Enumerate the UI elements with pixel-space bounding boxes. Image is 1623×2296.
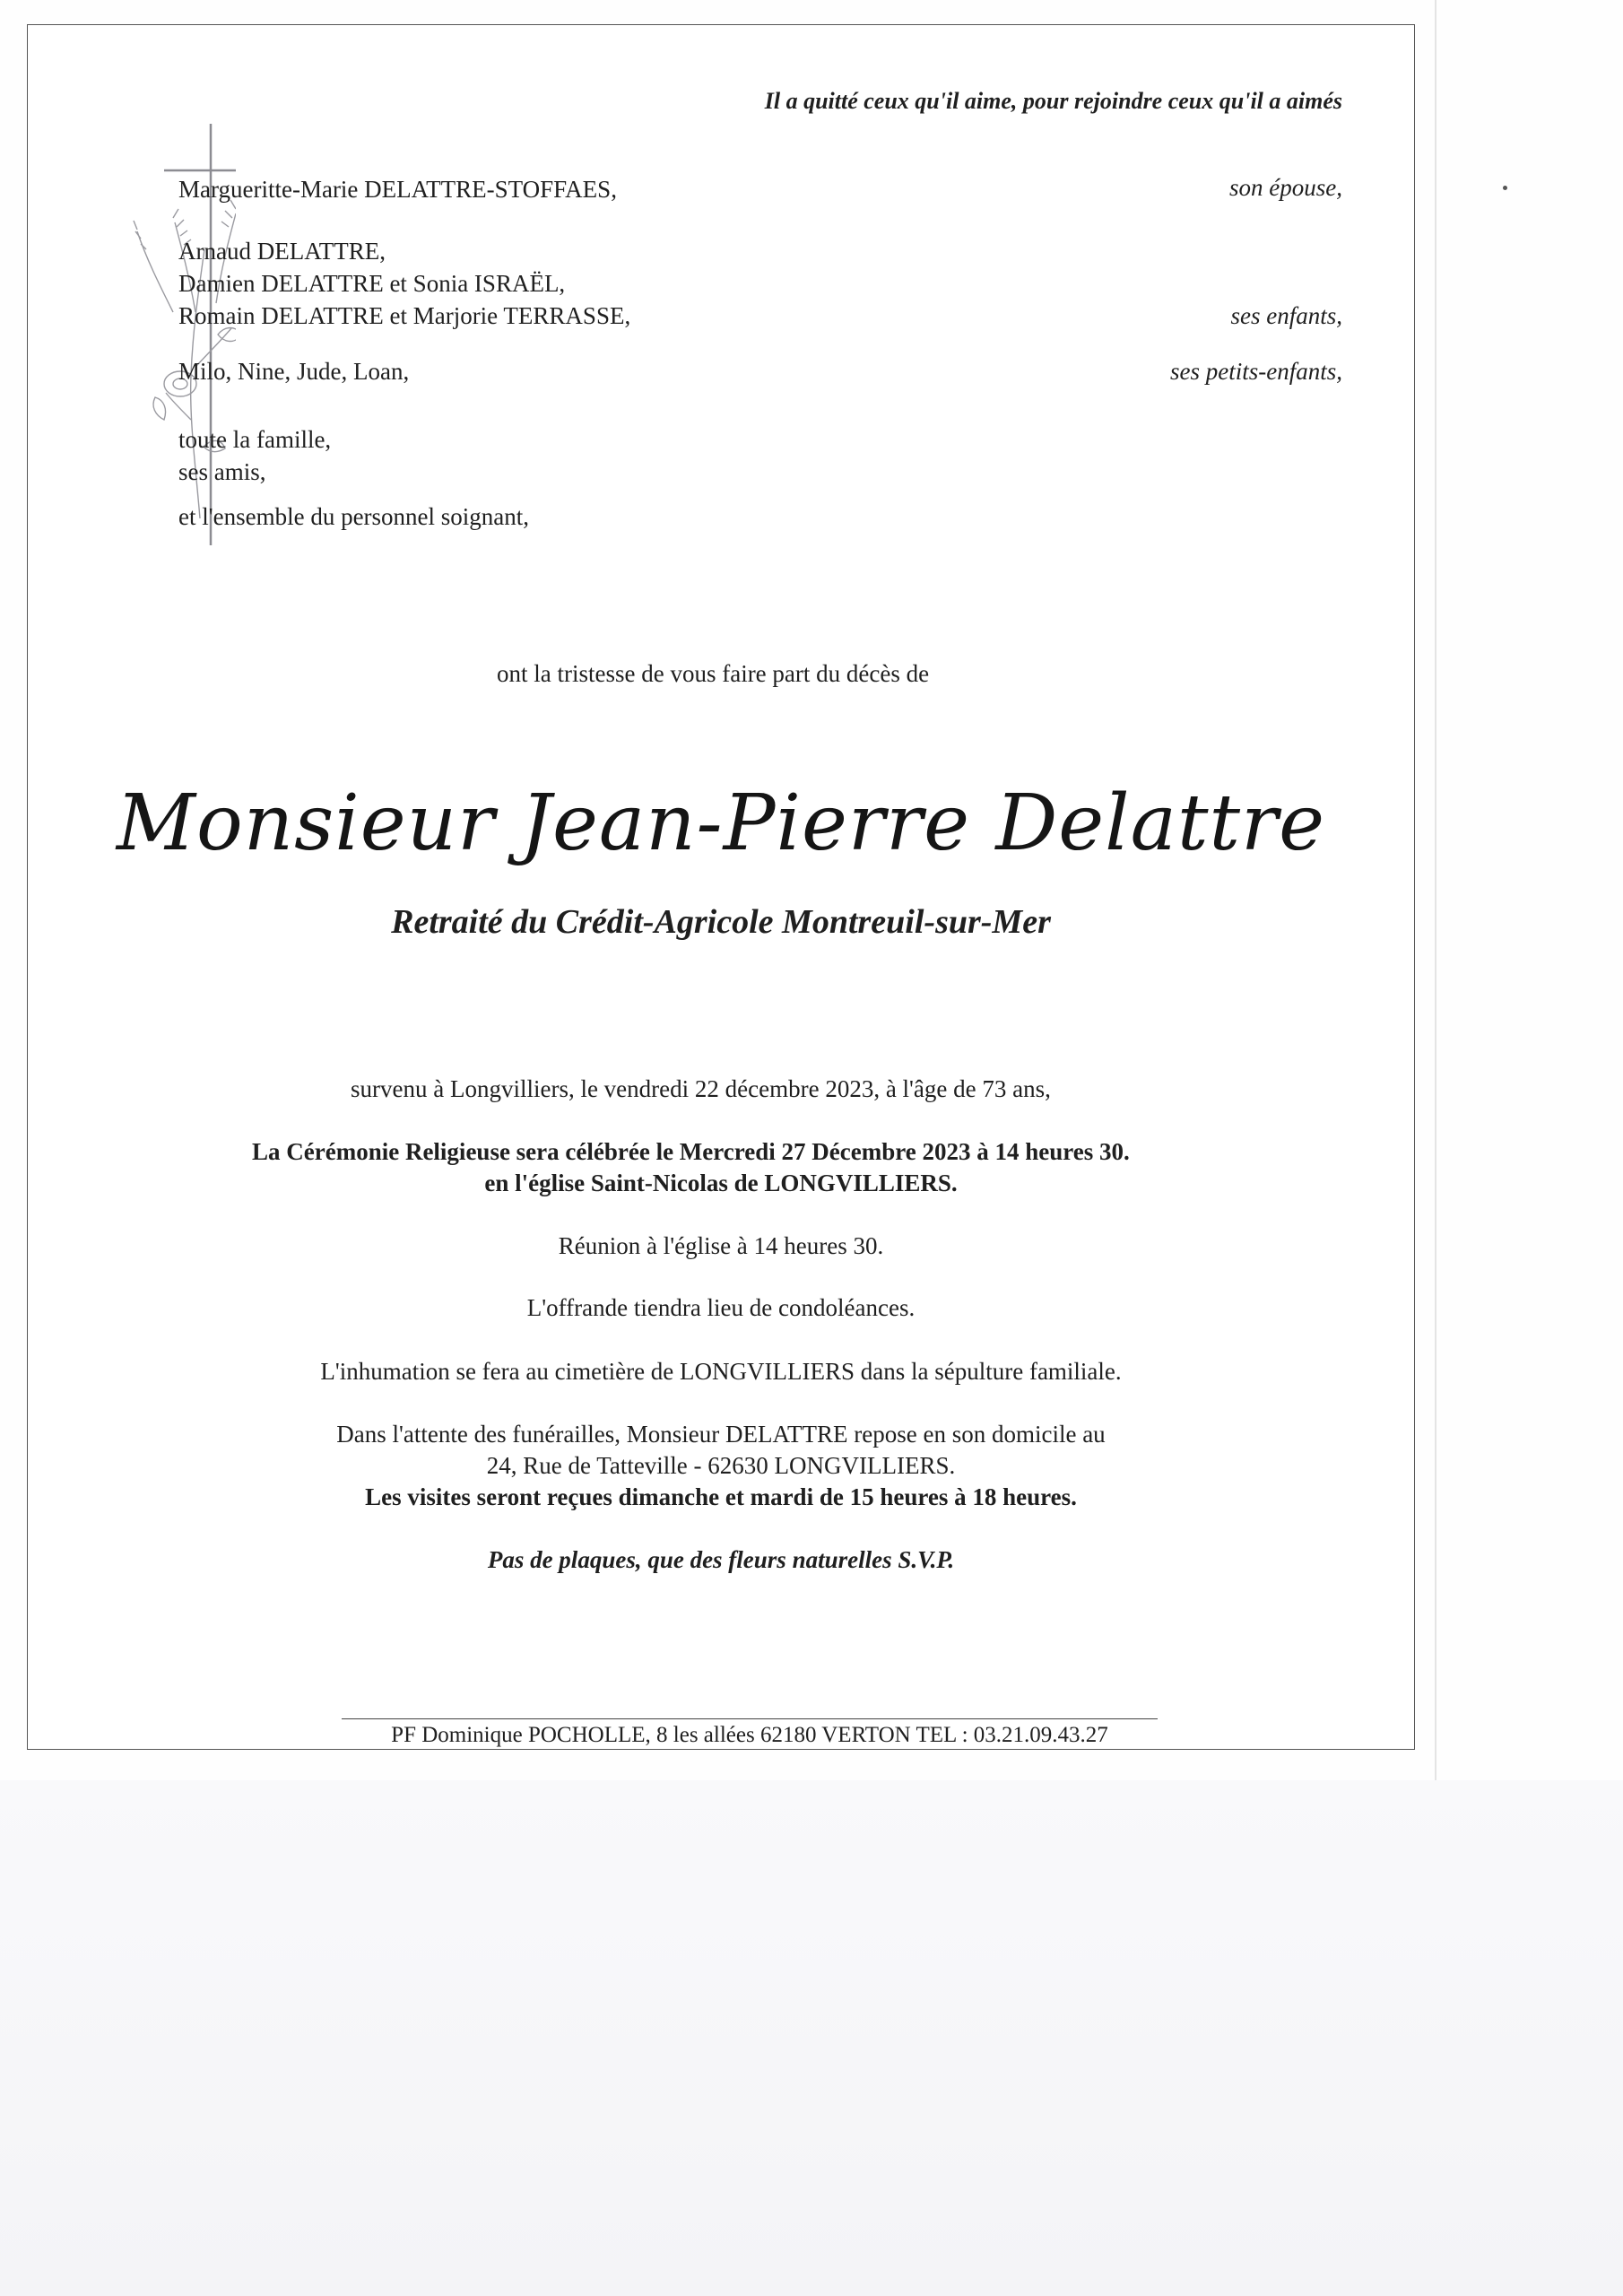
scan-edge xyxy=(1435,0,1436,1780)
footer-divider xyxy=(342,1718,1158,1719)
offering-line: L'offrande tiendra lieu de condoléances. xyxy=(526,1294,916,1321)
burial-line: L'inhumation se fera au cimetière de LONGVILLIERS dans la sépulture familiale. xyxy=(320,1358,1122,1385)
spouse-name: Margueritte-Marie DELATTRE-STOFFAES, xyxy=(178,176,617,203)
rest-line-1: Dans l'attente des funérailles, Monsieur DELATTRE repose en son domicile au xyxy=(336,1421,1106,1448)
child-3: Romain DELATTRE et Marjorie TERRASSE, xyxy=(178,302,631,329)
ceremony-line-1: La Cérémonie Religieuse sera célébrée le Mercredi 27 Décembre 2023 à 14 heures 30. xyxy=(252,1138,1130,1165)
rest-line-2: 24, Rue de Tatteville - 62630 LONGVILLIERS. xyxy=(486,1452,956,1479)
flowers-line: Pas de plaques, que des fleurs naturelles S.V.P. xyxy=(487,1546,955,1573)
obituary-notice xyxy=(27,24,1415,1750)
deceased-name: Monsieur Jean-Pierre Delattre xyxy=(116,778,1326,868)
death-details: survenu à Longvilliers, le vendredi 22 décembre 2023, à l'âge de 73 ans, xyxy=(351,1075,1051,1102)
staff-line: et l'ensemble du personnel soignant, xyxy=(178,503,530,530)
meeting-line: Réunion à l'église à 14 heures 30. xyxy=(558,1232,884,1259)
scan-speck xyxy=(1503,186,1507,190)
family-line: toute la famille, xyxy=(178,426,332,453)
child-1: Arnaud DELATTRE, xyxy=(178,238,386,265)
children-role: ses enfants, xyxy=(1230,302,1342,329)
announcement: ont la tristesse de vous faire part du décès de xyxy=(497,660,930,687)
scan-background xyxy=(0,1780,1623,2296)
visits-line: Les visites seront reçues dimanche et mardi de 15 heures à 18 heures. xyxy=(365,1483,1077,1510)
occupation: Retraité du Crédit-Agricole Montreuil-sur-Mer xyxy=(391,903,1051,941)
epigraph: Il a quitté ceux qu'il aime, pour rejoindre ceux qu'il a aimés xyxy=(764,88,1342,114)
funeral-home-footer: PF Dominique POCHOLLE, 8 les allées 62180 VERTON TEL : 03.21.09.43.27 xyxy=(391,1723,1108,1747)
spouse-role: son épouse, xyxy=(1229,174,1342,201)
grandchildren-role: ses petits-enfants, xyxy=(1170,358,1342,385)
ceremony-line-2: en l'église Saint-Nicolas de LONGVILLIERS. xyxy=(484,1170,958,1196)
friends-line: ses amis, xyxy=(178,458,266,485)
grandchildren: Milo, Nine, Jude, Loan, xyxy=(178,358,410,385)
child-2: Damien DELATTRE et Sonia ISRAËL, xyxy=(178,270,566,297)
